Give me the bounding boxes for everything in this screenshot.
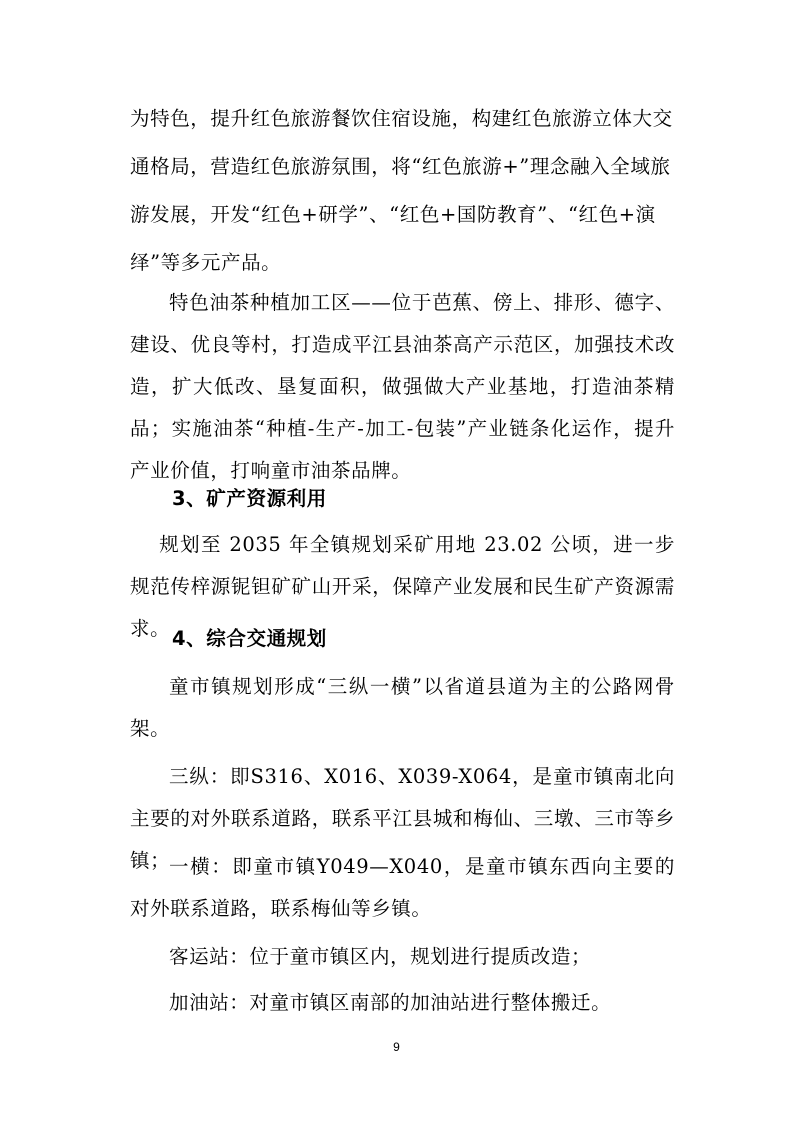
heading-mineral-resources: 3、矿产资源利用: [172, 487, 327, 510]
paragraph-red-tourism-line-3: 游发展，开发“红色+研学”、“红色+国防教育”、“红色+演: [130, 203, 656, 226]
page-number: 9: [393, 1040, 400, 1054]
paragraph-gas-station: 加油站：对童市镇区南部的加油站进行整体搬迁。: [169, 991, 612, 1014]
paragraph-red-tourism-line-4: 绎”等多元产品。: [130, 251, 282, 274]
heading-transport-planning: 4、综合交通规划: [172, 627, 327, 650]
paragraph-three-vertical-roads: 三纵：即S316、X016、X039-X064，是童市镇南北向主要的对外联系道路，联系平江县城和梅仙、三墩、三市等乡镇；: [130, 765, 675, 872]
paragraph-one-horizontal-road: 一横：即童市镇Y049—X040，是童市镇东西向主要的对外联系道路，联系梅仙等乡镇。: [130, 855, 675, 920]
paragraph-mineral-resources: 规划至 2035 年全镇规划采矿用地 23.02 公顷，进一步规范传梓源铌钽矿矿山开采，保障产业发展和民生矿产资源需求。: [130, 533, 675, 640]
paragraph-passenger-station: 客运站：位于童市镇区内，规划进行提质改造；: [169, 945, 592, 968]
paragraph-road-network: 童市镇规划形成“三纵一横”以省道县道为主的公路网骨架。: [130, 675, 675, 740]
paragraph-red-tourism-line-1: 为特色，提升红色旅游餐饮住宿设施，构建红色旅游立体大交: [130, 107, 673, 130]
paragraph-red-tourism-line-2: 通格局，营造红色旅游氛围，将“红色旅游+”理念融入全域旅: [130, 155, 671, 178]
paragraph-oil-tea-zone: 特色油茶种植加工区——位于芭蕉、傍上、排形、德字、建设、优良等村，打造成平江县油茶高产示范区，加强技术改造，扩大低改、垦复面积，做强做大产业基地，打造油茶精品；实施油茶“种植-生产-加工-包装”产业链条化运作，提升产业价值，打响童市油茶品牌。: [130, 291, 675, 482]
